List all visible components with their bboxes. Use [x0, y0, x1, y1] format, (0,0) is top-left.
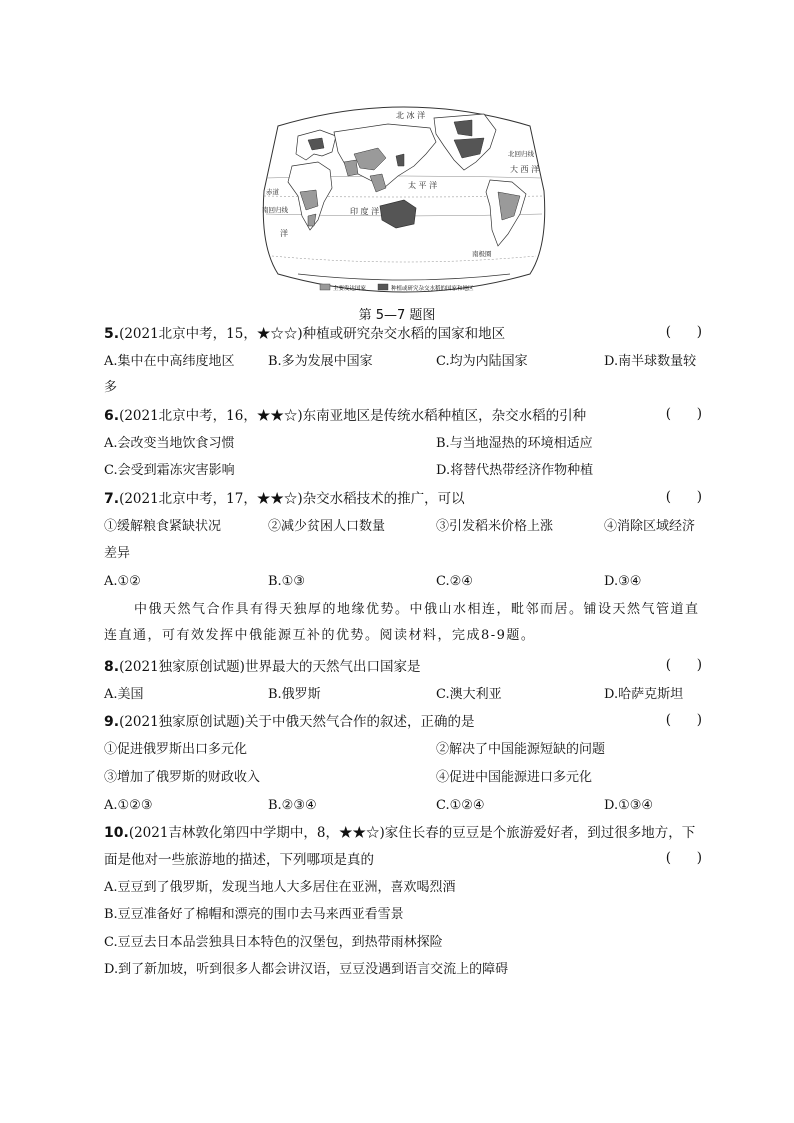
question-8-stem: (2021独家原创试题)世界最大的天然气出口国家是: [119, 659, 421, 675]
label-equator: 赤道: [266, 188, 279, 196]
label-atlantic-s: 洋: [280, 229, 288, 238]
question-8-number: 8.: [104, 659, 120, 675]
label-atlantic: 大 西 洋: [510, 165, 540, 174]
question-7-answer-blank[interactable]: ( ): [665, 489, 702, 505]
question-10-number: 10.: [104, 825, 129, 841]
map-legend: [320, 284, 474, 292]
question-10-option-a[interactable]: A.豆豆到了俄罗斯，发现当地人大多居住在亚洲，喜欢喝烈酒: [104, 880, 456, 895]
reading-material: 中俄天然气合作具有得天独厚的地缘优势。中俄山水相连，毗邻而居。铺设天然气管道直连直通，可有效发挥中俄能源互补的优势。阅读材料，完成8-9题。: [104, 602, 700, 643]
question-5-number: 5.: [104, 326, 120, 342]
question-5-option-a[interactable]: A.集中在中高纬度地区: [104, 354, 235, 369]
question-5-stem-line: [104, 324, 505, 344]
question-9-stem-line: [104, 712, 474, 732]
label-north-tropic: 北回归线: [508, 150, 534, 158]
question-7-option-b[interactable]: B.①③: [268, 574, 305, 589]
question-10-option-d[interactable]: D.到了新加坡，听到很多人都会讲汉语，豆豆没遇到语言交流上的障碍: [104, 962, 509, 977]
label-arctic: 北 冰 洋: [396, 111, 426, 120]
question-10-stem: (2021吉林敦化第四中学期中，8，★★☆)家住长春的豆豆是个旅游爱好者，到过很多地方，下: [128, 825, 696, 841]
question-7-item-1: ①缓解粮食紧缺状况: [104, 519, 222, 534]
map-caption: 第 5—7 题图: [358, 308, 436, 323]
question-7-option-a[interactable]: A.①②: [104, 574, 141, 589]
question-5-stem: (2021北京中考，15，★☆☆)种植或研究杂交水稻的国家和地区: [119, 326, 506, 342]
question-7-item-3: ③引发稻米价格上涨: [436, 519, 554, 534]
question-6-stem-line: [104, 406, 586, 426]
question-9-item-4: ④促进中国能源进口多元化: [436, 770, 593, 785]
question-6-number: 6.: [104, 408, 120, 424]
question-6-stem: (2021北京中考，16，★★☆)东南亚地区是传统水稻种植区，杂交水稻的引种: [119, 408, 587, 424]
question-6-option-c[interactable]: C.会受到霜冻灾害影响: [104, 463, 235, 478]
question-9-option-c[interactable]: C.①②④: [436, 798, 485, 813]
question-9-stem: (2021独家原创试题)关于中俄天然气合作的叙述，正确的是: [119, 714, 475, 730]
question-10-stem-line-2: 面是他对一些旅游地的描述，下列哪项是真的: [104, 852, 374, 868]
question-10-stem-line: [104, 823, 695, 843]
label-south-tropic: 南回归线: [262, 206, 288, 214]
question-9-option-d[interactable]: D.①③④: [604, 798, 654, 813]
question-6-option-d[interactable]: D.将替代热带经济作物种植: [436, 463, 594, 478]
question-7-stem: (2021北京中考，17，★★☆)杂交水稻技术的推广，可以: [119, 491, 465, 507]
question-6-option-b[interactable]: B.与当地湿热的环境相适应: [436, 436, 593, 451]
legend-swatch-developed: [320, 284, 330, 290]
question-5-answer-blank[interactable]: ( ): [665, 324, 702, 340]
question-7-option-c[interactable]: C.②④: [436, 574, 473, 589]
question-5-option-b[interactable]: B.多为发展中国家: [268, 354, 373, 369]
question-6-option-a[interactable]: A.会改变当地饮食习惯: [104, 436, 235, 451]
question-9-item-1: ①促进俄罗斯出口多元化: [104, 742, 248, 757]
question-8-option-d[interactable]: D.哈萨克斯坦: [604, 687, 684, 702]
legend-swatch-hybrid: [378, 284, 388, 290]
label-antarctic: 南极圈: [472, 250, 492, 258]
question-9-item-3: ③增加了俄罗斯的财政收入: [104, 770, 261, 785]
question-5-option-d-overflow: 多: [104, 380, 118, 395]
question-9-number: 9.: [104, 714, 120, 730]
question-7-item-4-overflow: 差异: [104, 546, 131, 561]
question-7-number: 7.: [104, 491, 120, 507]
question-10-answer-blank[interactable]: ( ): [665, 850, 702, 866]
label-pacific: 太 平 洋: [408, 181, 438, 190]
world-map: [258, 96, 550, 304]
world-map-svg: [258, 96, 550, 304]
question-8-answer-blank[interactable]: ( ): [665, 657, 702, 673]
question-8-option-a[interactable]: A.美国: [104, 687, 144, 702]
question-8-option-c[interactable]: C.澳大利亚: [436, 687, 502, 702]
legend-label-developed: 主要发达国家: [333, 286, 367, 292]
question-7-stem-line: [104, 489, 465, 509]
legend-label-hybrid: 种植或研究杂交水稻的国家和地区: [391, 286, 474, 292]
question-10-option-c[interactable]: C.豆豆去日本品尝独具日本特色的汉堡包，到热带雨林探险: [104, 935, 443, 950]
question-7-item-2: ②减少贫困人口数量: [268, 519, 386, 534]
question-9-answer-blank[interactable]: ( ): [665, 712, 702, 728]
question-6-answer-blank[interactable]: ( ): [665, 406, 702, 422]
question-5-option-c[interactable]: C.均为内陆国家: [436, 354, 528, 369]
question-5-option-d[interactable]: D.南半球数量较: [604, 354, 697, 369]
question-10-option-b[interactable]: B.豆豆准备好了棉帽和漂亮的围巾去马来西亚看雪景: [104, 907, 404, 922]
question-8-option-b[interactable]: B.俄罗斯: [268, 687, 321, 702]
question-9-item-2: ②解决了中国能源短缺的问题: [436, 742, 606, 757]
question-9-option-a[interactable]: A.①②③: [104, 798, 153, 813]
question-9-option-b[interactable]: B.②③④: [268, 798, 317, 813]
question-7-item-4: ④消除区域经济: [604, 519, 696, 534]
label-indian: 印 度 洋: [350, 207, 380, 216]
question-7-option-d[interactable]: D.③④: [604, 574, 642, 589]
question-8-stem-line: [104, 657, 420, 677]
